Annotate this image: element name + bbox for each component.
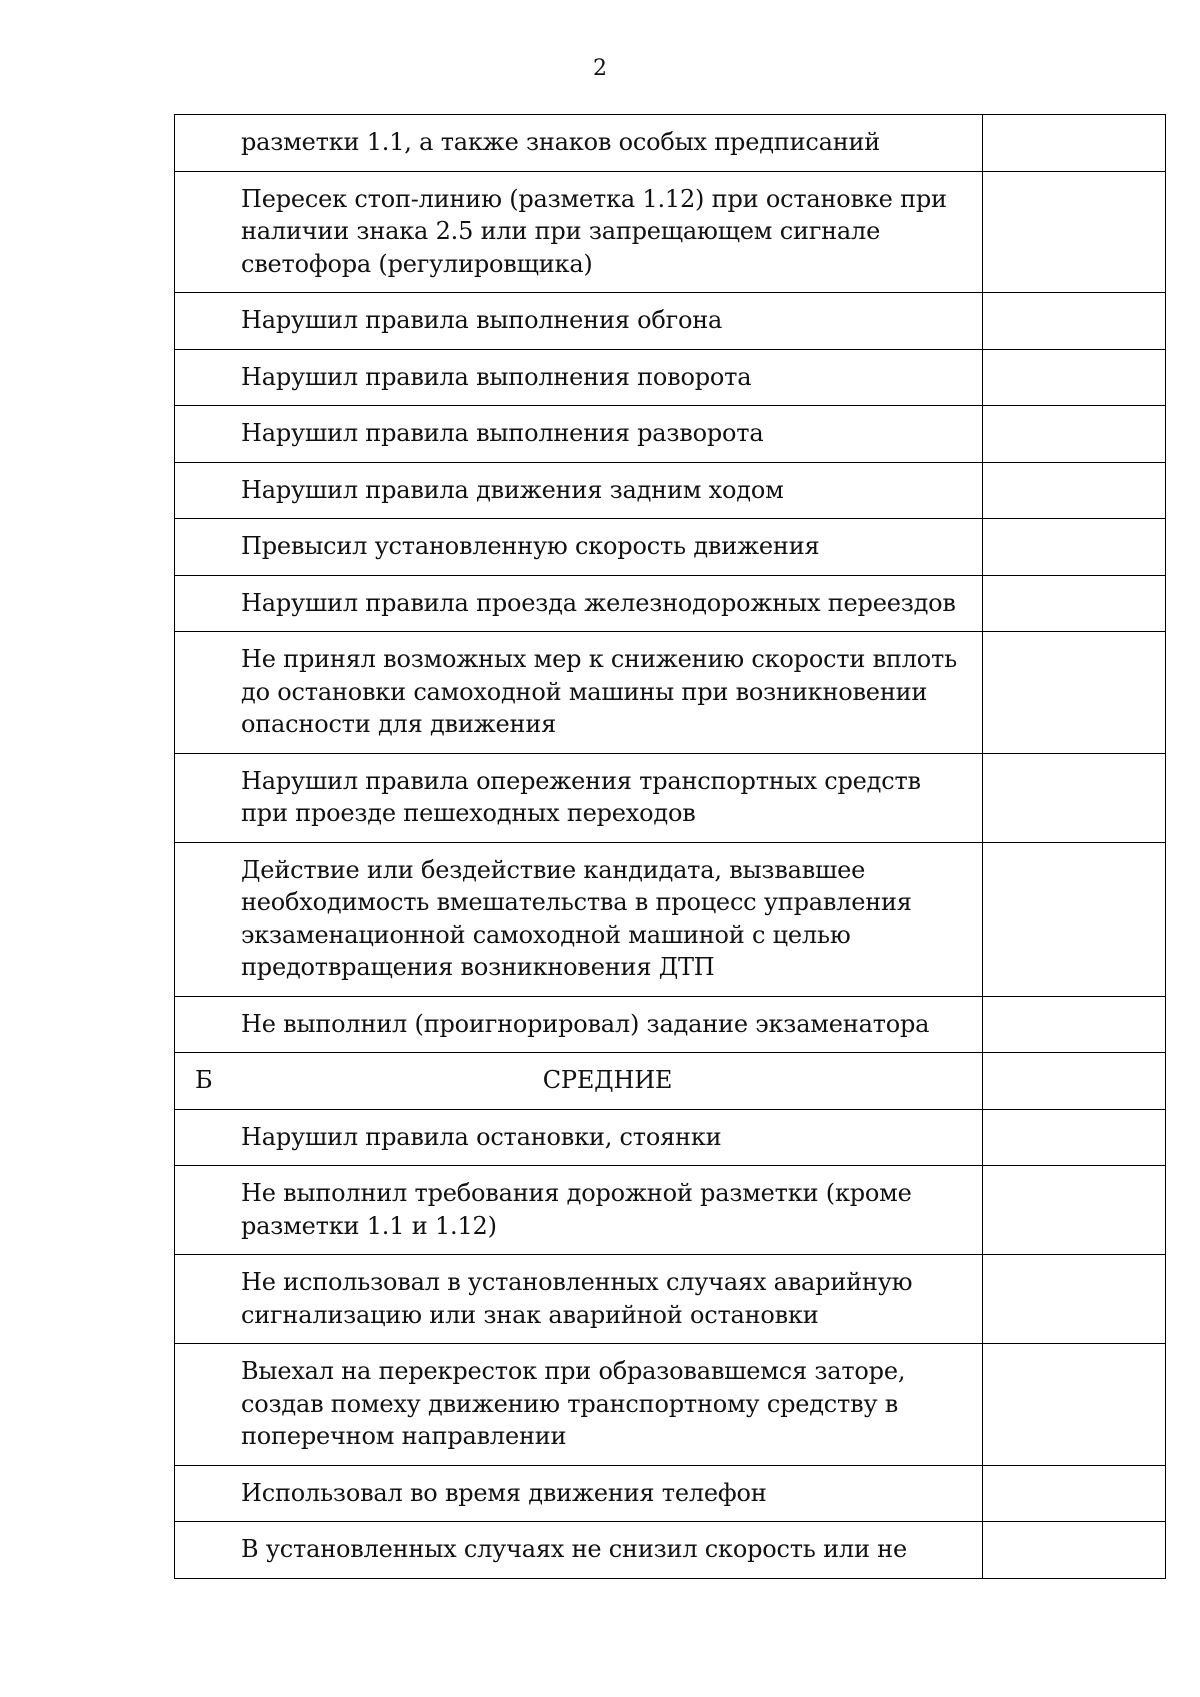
row-text: Нарушил правила проезда железнодорожных переездов — [175, 575, 983, 632]
row-text: Выехал на перекресток при образовавшемся заторе, создав помеху движению транспортному средству в поперечном направлении — [175, 1344, 983, 1466]
mark-cell — [983, 1109, 1166, 1166]
row-text: Не принял возможных мер к снижению скорости вплоть до остановки самоходной машины при возникновении опасности для движения — [175, 632, 983, 754]
row-text: Пересек стоп-линию (разметка 1.12) при остановке при наличии знака 2.5 или при запрещающем сигнале светофора (регулировщика) — [175, 171, 983, 293]
table-row — [175, 753, 1166, 842]
mark-cell — [983, 406, 1166, 463]
table-row — [175, 996, 1166, 1053]
table-row — [175, 406, 1166, 463]
table-row — [175, 1166, 1166, 1255]
row-text: разметки 1.1, а также знаков особых предписаний — [175, 115, 983, 172]
mark-cell — [983, 1522, 1166, 1579]
row-text: Нарушил правила выполнения разворота — [175, 406, 983, 463]
row-text: Использовал во время движения телефон — [175, 1465, 983, 1522]
table-row — [175, 1255, 1166, 1344]
mark-cell — [983, 1053, 1166, 1110]
section-header — [175, 1053, 983, 1110]
row-text: Действие или бездействие кандидата, вызвавшее необходимость вмешательства в процесс управления экзаменационной самоходной машиной с целью предотвращения возникновения ДТП — [175, 842, 983, 996]
mark-cell — [983, 1166, 1166, 1255]
table-row — [175, 1109, 1166, 1166]
table-row — [175, 1344, 1166, 1466]
table-row — [175, 115, 1166, 172]
mark-cell — [983, 1465, 1166, 1522]
mark-cell — [983, 171, 1166, 293]
mark-cell — [983, 349, 1166, 406]
mark-cell — [983, 1255, 1166, 1344]
table-row — [175, 632, 1166, 754]
table-row — [175, 293, 1166, 350]
mark-cell — [983, 842, 1166, 996]
table-row — [175, 1522, 1166, 1579]
row-text: Нарушил правила выполнения поворота — [175, 349, 983, 406]
section-letter: Б — [195, 1066, 213, 1094]
row-text: Нарушил правила остановки, стоянки — [175, 1109, 983, 1166]
mark-cell — [983, 519, 1166, 576]
table-row — [175, 462, 1166, 519]
table-row — [175, 842, 1166, 996]
table-row — [175, 575, 1166, 632]
mark-cell — [983, 293, 1166, 350]
row-text: Нарушил правила выполнения обгона — [175, 293, 983, 350]
table-row — [175, 171, 1166, 293]
mark-cell — [983, 632, 1166, 754]
table-row — [175, 1465, 1166, 1522]
section-header-row — [175, 1053, 1166, 1110]
mark-cell — [983, 996, 1166, 1053]
row-text: Нарушил правила движения задним ходом — [175, 462, 983, 519]
mark-cell — [983, 115, 1166, 172]
row-text: Не выполнил требования дорожной разметки (кроме разметки 1.1 и 1.12) — [175, 1166, 983, 1255]
row-text: Нарушил правила опережения транспортных средств при проезде пешеходных переходов — [175, 753, 983, 842]
table-row — [175, 519, 1166, 576]
mark-cell — [983, 575, 1166, 632]
mark-cell — [983, 462, 1166, 519]
violations-table — [174, 114, 1166, 1579]
row-text: В установленных случаях не снизил скорость или не — [175, 1522, 983, 1579]
mark-cell — [983, 1344, 1166, 1466]
row-text: Превысил установленную скорость движения — [175, 519, 983, 576]
page-number: 2 — [593, 56, 607, 81]
table-row — [175, 349, 1166, 406]
row-text: Не выполнил (проигнорировал) задание экзаменатора — [175, 996, 983, 1053]
mark-cell — [983, 753, 1166, 842]
section-title: СРЕДНИЕ — [542, 1066, 673, 1094]
row-text: Не использовал в установленных случаях аварийную сигнализацию или знак аварийной остановки — [175, 1255, 983, 1344]
